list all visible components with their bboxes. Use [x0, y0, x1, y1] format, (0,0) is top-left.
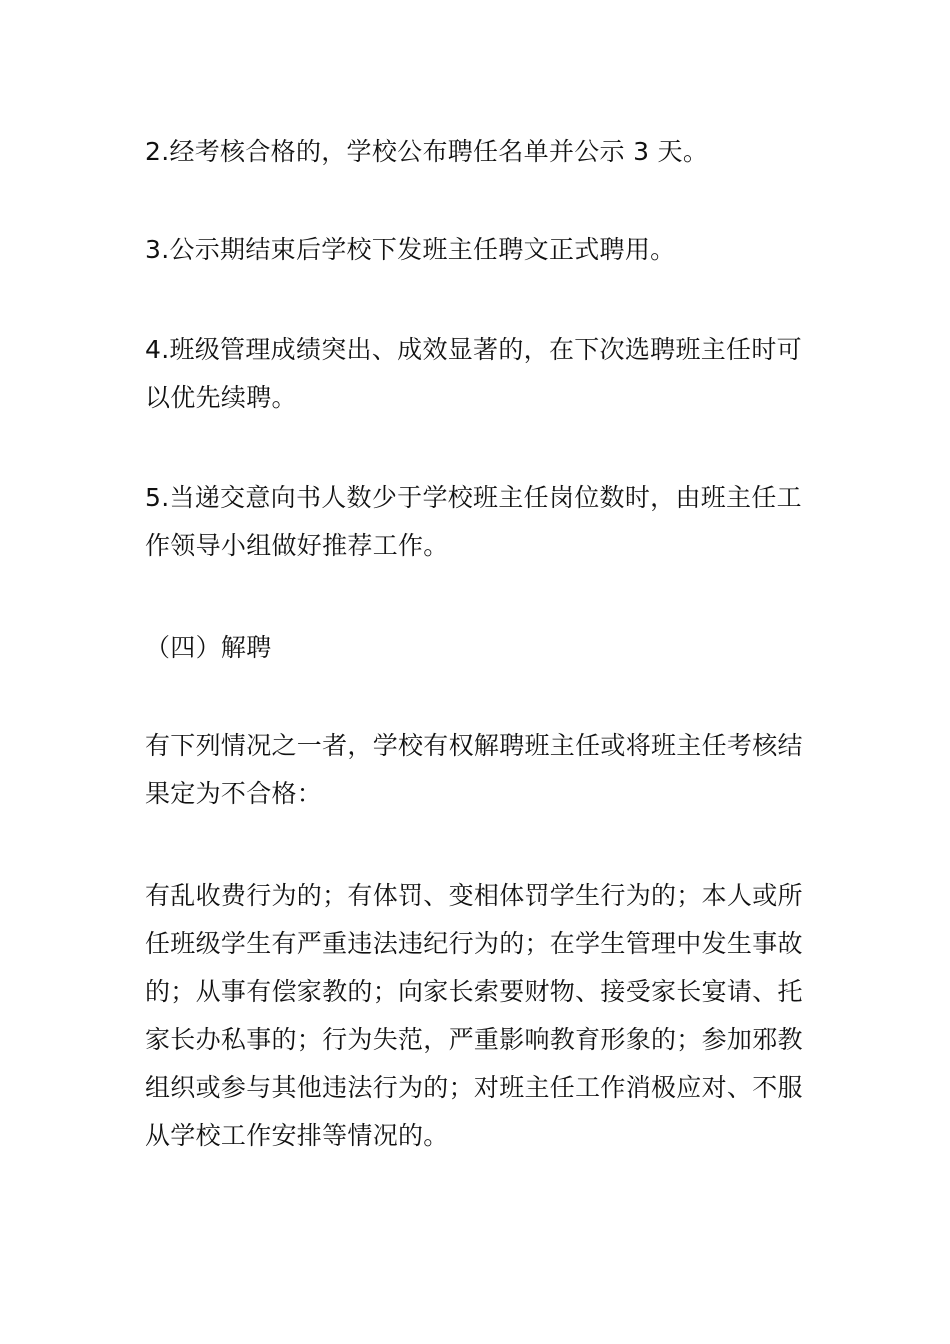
paragraph-item-3: 3.公示期结束后学校下发班主任聘文正式聘用。 [145, 235, 676, 264]
section-heading-dismissal: （四）解聘 [145, 633, 272, 662]
paragraph-dismissal-intro: 有下列情况之一者，学校有权解聘班主任或将班主任考核结果定为不合格： [145, 731, 803, 808]
paragraph-dismissal-conditions: 有乱收费行为的；有体罚、变相体罚学生行为的；本人或所任班级学生有严重违法违纪行为的；在学生管理中发生事故的；从事有偿家教的；向家长索要财物、接受家长宴请、托家长办私事的；行为失范，严重影响教育形象的；参加邪教组织或参与其他违法行为的；对班主任工作消极应对、不服从学校工作安排等情况的。 [145, 881, 803, 1150]
paragraph-item-2: 2.经考核合格的，学校公布聘任名单并公示 3 天。 [145, 137, 709, 166]
paragraph-item-5: 5.当递交意向书人数少于学校班主任岗位数时，由班主任工作领导小组做好推荐工作。 [145, 483, 802, 560]
paragraph-item-4: 4.班级管理成绩突出、成效显著的，在下次选聘班主任时可以优先续聘。 [145, 335, 802, 412]
